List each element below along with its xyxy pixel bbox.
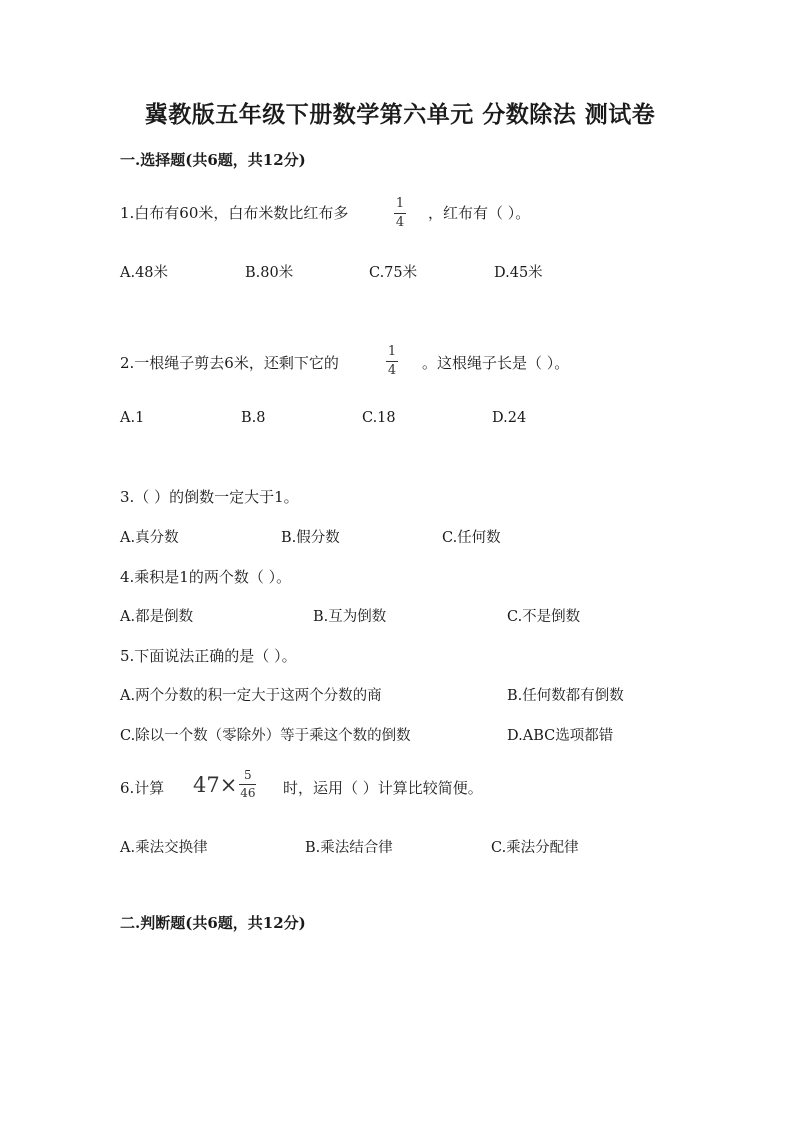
- fraction-bar: [239, 784, 256, 785]
- page-title: 冀教版五年级下册数学第六单元 分数除法 测试卷: [144, 101, 656, 128]
- question-5-option-a: A.两个分数的积一定大于这两个分数的商: [120, 688, 382, 704]
- question-5-option-c: C.除以一个数（零除外）等于乘这个数的倒数: [120, 728, 411, 744]
- fraction-denominator: 46: [240, 786, 256, 800]
- question-2-fraction: [386, 345, 398, 378]
- question-1-text: 1.白布有60米，白布米数比红布多: [120, 204, 349, 222]
- expression-whole-part: 47×: [193, 772, 238, 797]
- fraction-bar: [394, 213, 406, 214]
- question-1-option-b: B.80米: [245, 265, 294, 281]
- fraction-numerator: 1: [395, 196, 405, 211]
- question-4-option-c: C.不是倒数: [507, 609, 581, 625]
- question-5-text: 5.下面说法正确的是（ ）。: [120, 647, 297, 665]
- fraction-numerator: 1: [387, 344, 397, 359]
- question-2-text: 2.一根绳子剪去6米，还剩下它的: [120, 354, 339, 372]
- question-2-option-a: A.1: [120, 410, 145, 426]
- question-1-option-a: A.48米: [120, 265, 169, 281]
- fraction-denominator: 4: [395, 215, 405, 230]
- section-heading-choice: 一.选择题(共6题，共12分): [120, 151, 306, 169]
- question-2-option-d: D.24: [492, 410, 527, 426]
- question-5-option-d: D.ABC选项都错: [507, 728, 614, 744]
- question-6-option-b: B.乘法结合律: [305, 840, 393, 856]
- fraction-denominator: 4: [387, 363, 397, 378]
- fraction-numerator: 5: [244, 768, 252, 782]
- question-3-option-c: C.任何数: [442, 530, 501, 546]
- question-5-option-b: B.任何数都有倒数: [507, 688, 624, 704]
- question-2-option-c: C.18: [362, 410, 396, 426]
- question-6-option-c: C.乘法分配律: [491, 840, 579, 856]
- question-6-option-a: A.乘法交换律: [120, 840, 208, 856]
- question-3-option-a: A.真分数: [120, 530, 179, 546]
- question-3-text: 3.（ ）的倒数一定大于1。: [120, 488, 299, 506]
- question-1-option-c: C.75米: [369, 265, 418, 281]
- question-2-option-b: B.8: [241, 410, 266, 426]
- question-4-option-b: B.互为倒数: [313, 609, 387, 625]
- fraction-bar: [386, 361, 398, 362]
- question-1-fraction: [394, 197, 406, 230]
- question-6-text: 6.计算: [120, 779, 165, 797]
- section-heading-judgement: 二.判断题(共6题，共12分): [120, 914, 306, 932]
- question-4-text: 4.乘积是1的两个数（ ）。: [120, 568, 292, 586]
- question-3-option-b: B.假分数: [281, 530, 340, 546]
- question-6-text-end: 时，运用（ ）计算比较简便。: [283, 779, 483, 797]
- question-4-option-a: A.都是倒数: [120, 609, 194, 625]
- question-2-text-end: 。这根绳子长是（ ）。: [422, 354, 570, 372]
- expression-fraction: [239, 769, 256, 800]
- question-1-option-d: D.45米: [494, 265, 543, 281]
- question-6-expression: [193, 769, 256, 800]
- question-1-text-end: ，红布有（ ）。: [428, 204, 531, 222]
